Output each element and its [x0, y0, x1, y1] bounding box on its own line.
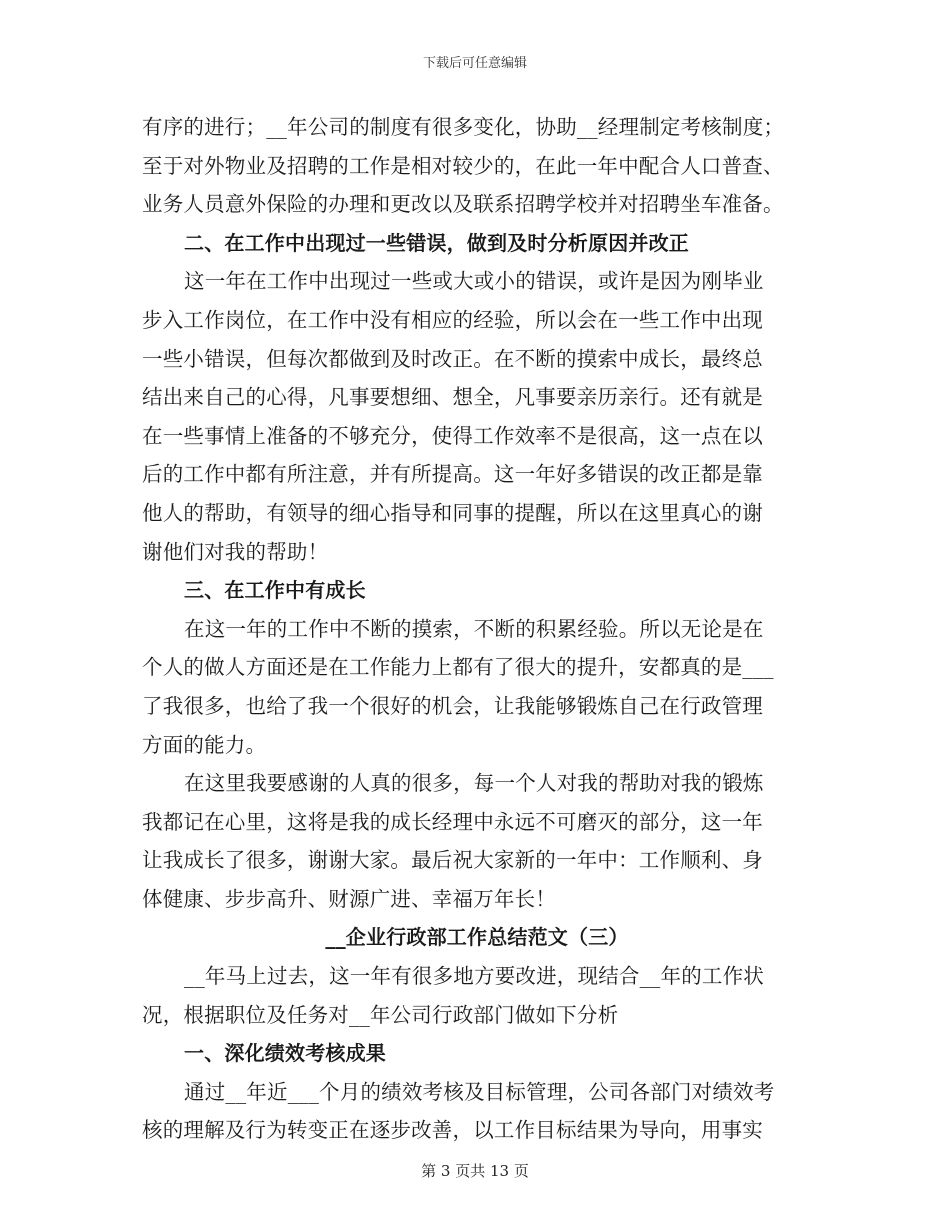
- paragraph-line: 核的理解及行为转变正在逐步改善，以工作目标结果为导向，用事实: [142, 1118, 763, 1143]
- paragraph-line: 他人的帮助，有领导的细心指导和同事的提醒，所以在这里真心的谢: [142, 500, 763, 525]
- paragraph-line: 我都记在心里，这将是我的成长经理中永远不可磨灭的部分，这一年: [142, 809, 763, 834]
- paragraph-line: 业务人员意外保险的办理和更改以及联系招聘学校并对招聘坐车准备。: [142, 192, 784, 217]
- paragraph-line: 谢他们对我的帮助！: [142, 539, 329, 564]
- paragraph-line: 了我很多，也给了我一个很好的机会，让我能够锻炼自己在行政管理: [142, 693, 763, 718]
- paragraph-line: 步入工作岗位，在工作中没有相应的经验，所以会在一些工作中出现: [142, 307, 763, 332]
- section-heading: __企业行政部工作总结范文（三）: [325, 925, 629, 950]
- paragraph-line: 这一年在工作中出现过一些或大或小的错误，或许是因为刚毕业: [184, 269, 764, 294]
- paragraph-line: 让我成长了很多，谢谢大家。最后祝大家新的一年中：工作顺利、身: [142, 848, 763, 873]
- paragraph-line: 一些小错误，但每次都做到及时改正。在不断的摸索中成长，最终总: [142, 346, 763, 371]
- paragraph-line: 结出来自己的心得，凡事要想细、想全，凡事要亲历亲行。还有就是: [142, 385, 763, 410]
- paragraph-line: 有序的进行；__年公司的制度有很多变化，协助__经理制定考核制度；: [142, 115, 785, 139]
- paragraph-line: 方面的能力。: [142, 732, 267, 757]
- paragraph-line: 在这一年的工作中不断的摸索，不断的积累经验。所以无论是在: [184, 616, 764, 641]
- paragraph-line: 通过__年近___个月的绩效考核及目标管理，公司各部门对绩效考: [184, 1079, 775, 1104]
- paragraph-line: 至于对外物业及招聘的工作是相对较少的，在此一年中配合人口普查、: [142, 153, 784, 178]
- paragraph-line: 况，根据职位及任务对__年公司行政部门做如下分析: [142, 1002, 619, 1027]
- paragraph-line: 个人的做人方面还是在工作能力上都有了很大的提升，安都真的是___: [142, 655, 774, 680]
- section-heading: 一、深化绩效考核成果: [184, 1041, 386, 1066]
- paragraph-line: 在这里我要感谢的人真的很多，每一个人对我的帮助对我的锻炼: [184, 771, 764, 796]
- page-header: 下载后可任意编辑: [422, 56, 527, 71]
- paragraph-line: __年马上过去，这一年有很多地方要改进，现结合__年的工作状: [184, 964, 764, 989]
- paragraph-line: 后的工作中都有所注意，并有所提高。这一年好多错误的改正都是靠: [142, 462, 763, 487]
- document-body: [142, 108, 812, 1150]
- paragraph-line: 在一些事情上准备的不够充分，使得工作效率不是很高，这一点在以: [142, 423, 763, 448]
- paragraph-line: 体健康、步步高升、财源广进、幸福万年长！: [142, 886, 556, 911]
- section-heading: 二、在工作中出现过一些错误，做到及时分析原因并改正: [184, 230, 689, 255]
- page-footer: 第 3 页共 13 页: [421, 1162, 529, 1180]
- section-heading: 三、在工作中有成长: [184, 578, 366, 603]
